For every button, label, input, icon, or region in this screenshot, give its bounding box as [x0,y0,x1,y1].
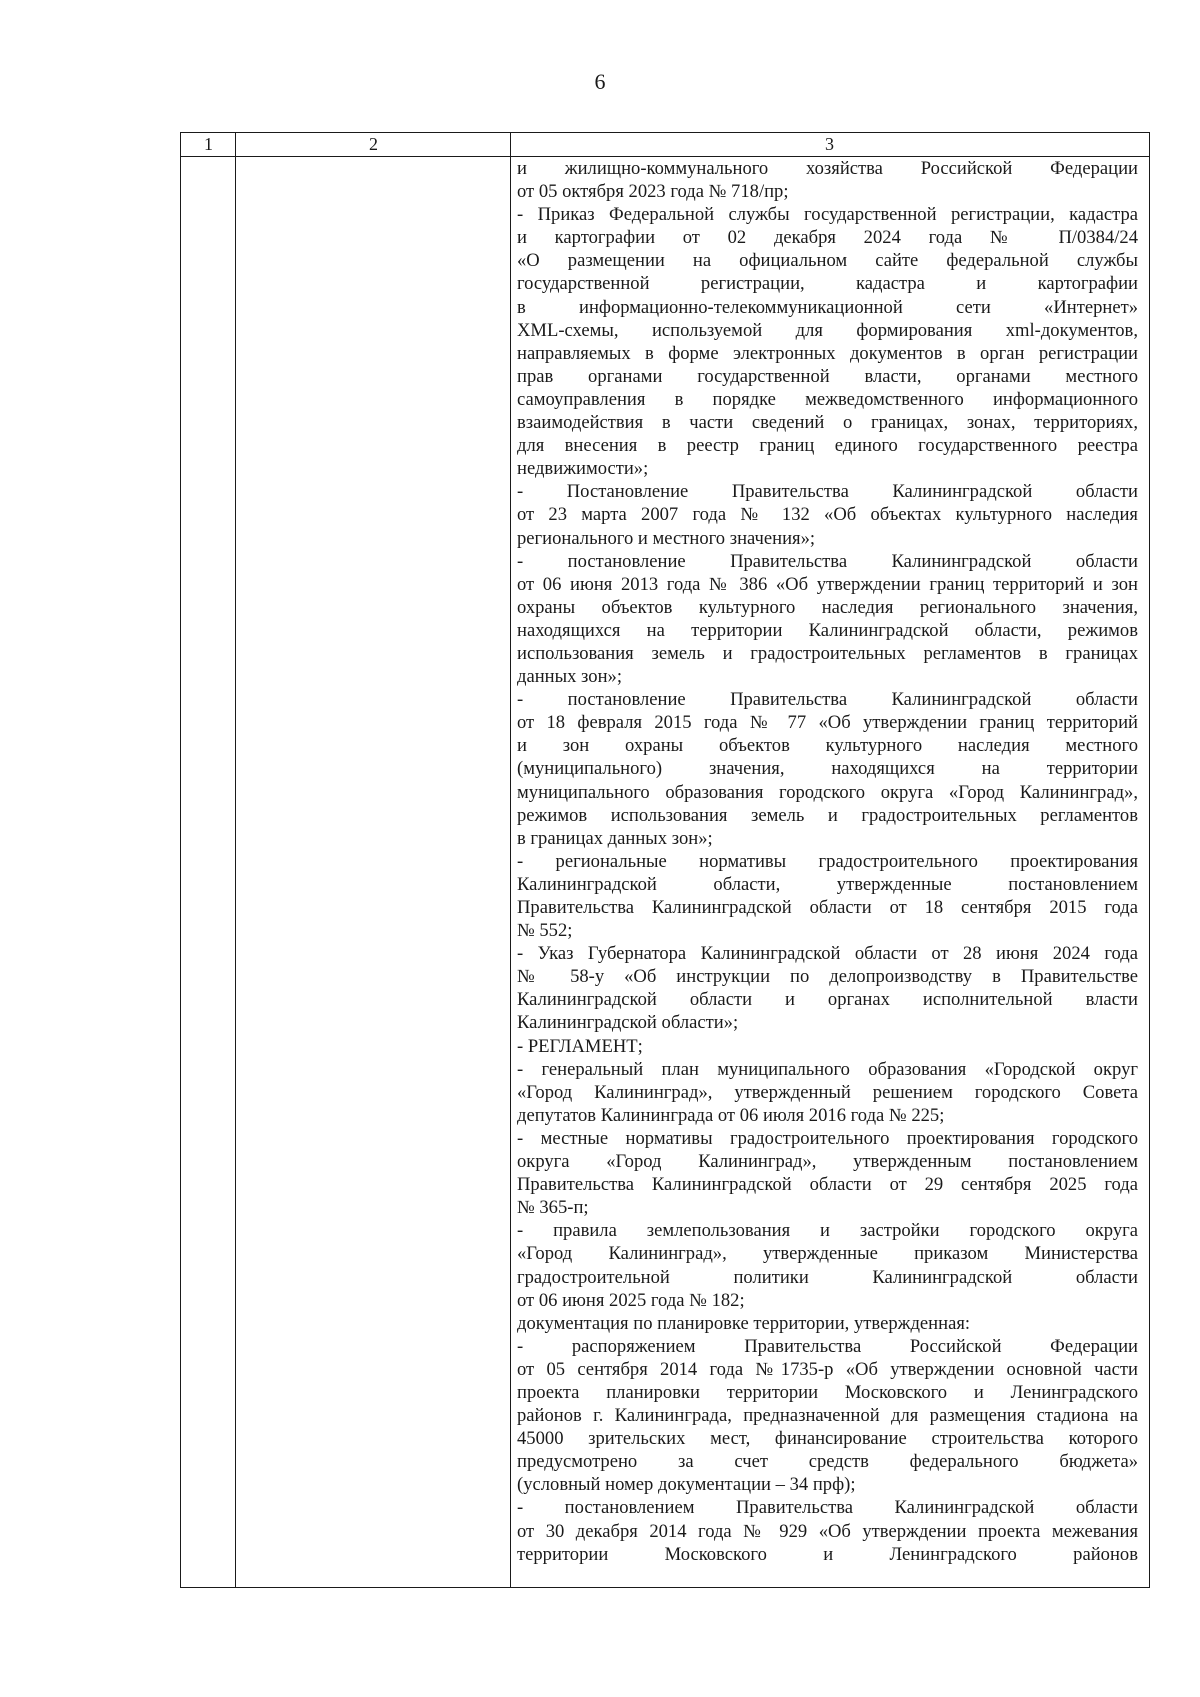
text-line: охраны объектов культурного наследия регионального значения, [517,596,1138,618]
text-line: - правила землепользования и застройки городского округа [517,1220,1138,1242]
text-line: данных зон»; [517,666,622,688]
text-line: - генеральный план муниципального образования «Городской округ [517,1058,1138,1080]
text-line: № 58-у «Об инструкции по делопроизводству в Правительстве [517,966,1138,988]
text-line: депутатов Калининграда от 06 июля 2016 года № 225; [517,1104,945,1126]
text-line: «Город Калининград», утвержденный решением городского Совета [517,1081,1138,1103]
text-line: - Указ Губернатора Калининградской области от 28 июня 2024 года [517,943,1138,965]
text-line: Калининградской области и органах исполнительной власти [517,989,1138,1011]
text-line: от 06 июня 2013 года № 386 «Об утверждении границ территорий и зон [517,573,1138,595]
header-col-2: 2 [369,134,378,154]
text-line: использования земель и градостроительных регламентов в границах [517,642,1138,664]
text-line: от 05 октября 2023 года № 718/пр; [517,181,789,203]
text-line: - постановление Правительства Калининградской области [517,689,1138,711]
text-line: для внесения в реестр границ единого государственного реестра [517,435,1138,457]
text-line: предусмотрено за счет средств федерального бюджета» [517,1451,1138,1473]
column-divider [235,133,236,1587]
text-line: - распоряжением Правительства Российской Федерации [517,1335,1138,1357]
column-3-content [511,157,1142,1566]
text-line: и жилищно-коммунального хозяйства Российской Федерации [517,158,1138,179]
text-line: от 23 марта 2007 года № 132 «Об объектах культурного наследия [517,504,1138,526]
text-line: муниципального образования городского округа «Город Калининград», [517,781,1138,803]
text-line: - Приказ Федеральной службы государственной регистрации, кадастра [517,204,1138,226]
table-header-row [181,133,1149,157]
text-line: и зон охраны объектов культурного наследия местного [517,735,1138,757]
text-line: прав органами государственной власти, органами местного [517,365,1138,387]
text-line: проекта планировки территории Московского и Ленинградского [517,1381,1138,1403]
header-col-3: 3 [825,134,834,154]
text-line: самоуправления в порядке межведомственного информационного [517,388,1138,410]
text-line: от 30 декабря 2014 года № 929 «Об утверждении проекта межевания [517,1520,1138,1542]
text-line: - постановление Правительства Калининградской области [517,550,1138,572]
text-line: территории Московского и Ленинградского районов [517,1543,1138,1565]
text-line: № 365-п; [517,1197,589,1219]
text-line: (муниципального) значения, находящихся на территории [517,758,1138,780]
text-line: - РЕГЛАМЕНТ; [517,1035,643,1057]
text-line: направляемых в форме электронных документов в орган регистрации [517,342,1138,364]
text-line: в границах данных зон»; [517,827,713,849]
page-number: 6 [594,69,606,94]
text-line: Калининградской области»; [517,1012,739,1034]
text-line: (условный номер документации – 34 прф); [517,1474,856,1496]
text-line: № 552; [517,920,573,942]
text-line: районов г. Калининграда, предназначенной для размещения стадиона на [517,1405,1138,1427]
text-line: от 06 июня 2025 года № 182; [517,1289,745,1311]
text-line: регионального и местного значения»; [517,527,816,549]
text-line: в информационно-телекоммуникационной сети «Интернет» [517,296,1138,318]
text-line: и картографии от 02 декабря 2024 года № П/0384/24 [517,227,1138,249]
text-line: «О размещении на официальном сайте федеральной службы [517,250,1138,272]
text-line: - региональные нормативы градостроительного проектирования [517,850,1138,872]
text-line: находящихся на территории Калининградской области, режимов [517,619,1138,641]
text-line: - Постановление Правительства Калининградской области [517,481,1138,503]
text-line: взаимодействия в части сведений о границах, зонах, территориях, [517,412,1138,434]
text-line: округа «Город Калининград», утвержденным постановлением [517,1151,1138,1173]
text-line: «Город Калининград», утвержденные приказом Министерства [517,1243,1138,1265]
text-line: градостроительной политики Калининградской области [517,1266,1138,1288]
text-line: государственной регистрации, кадастра и картографии [517,273,1138,295]
text-line: от 05 сентября 2014 года №1735-р «Об утверждении основной части [517,1358,1138,1380]
header-col-1: 1 [204,134,213,154]
text-line: недвижимости»; [517,458,649,480]
document-table [180,132,1150,1588]
text-line: Правительства Калининградской области от 18 сентября 2015 года [517,897,1138,918]
text-line: Калининградской области, утвержденные постановлением [517,873,1138,895]
text-line: от 18 февраля 2015 года № 77 «Об утверждении границ территорий [517,712,1138,734]
text-line: Правительства Калининградской области от 29 сентября 2025 года [517,1174,1138,1196]
text-line: режимов использования земель и градостроительных регламентов [517,804,1138,826]
text-line: - постановлением Правительства Калининградской области [517,1497,1138,1519]
text-line: - местные нормативы градостроительного проектирования городского [517,1127,1138,1149]
text-line: 45000 зрительских мест, финансирование строительства которого [517,1428,1138,1450]
text-line: XML-схемы, используемой для формирования xml-документов, [517,319,1138,341]
text-line: документация по планировке территории, утвержденная: [517,1312,971,1334]
